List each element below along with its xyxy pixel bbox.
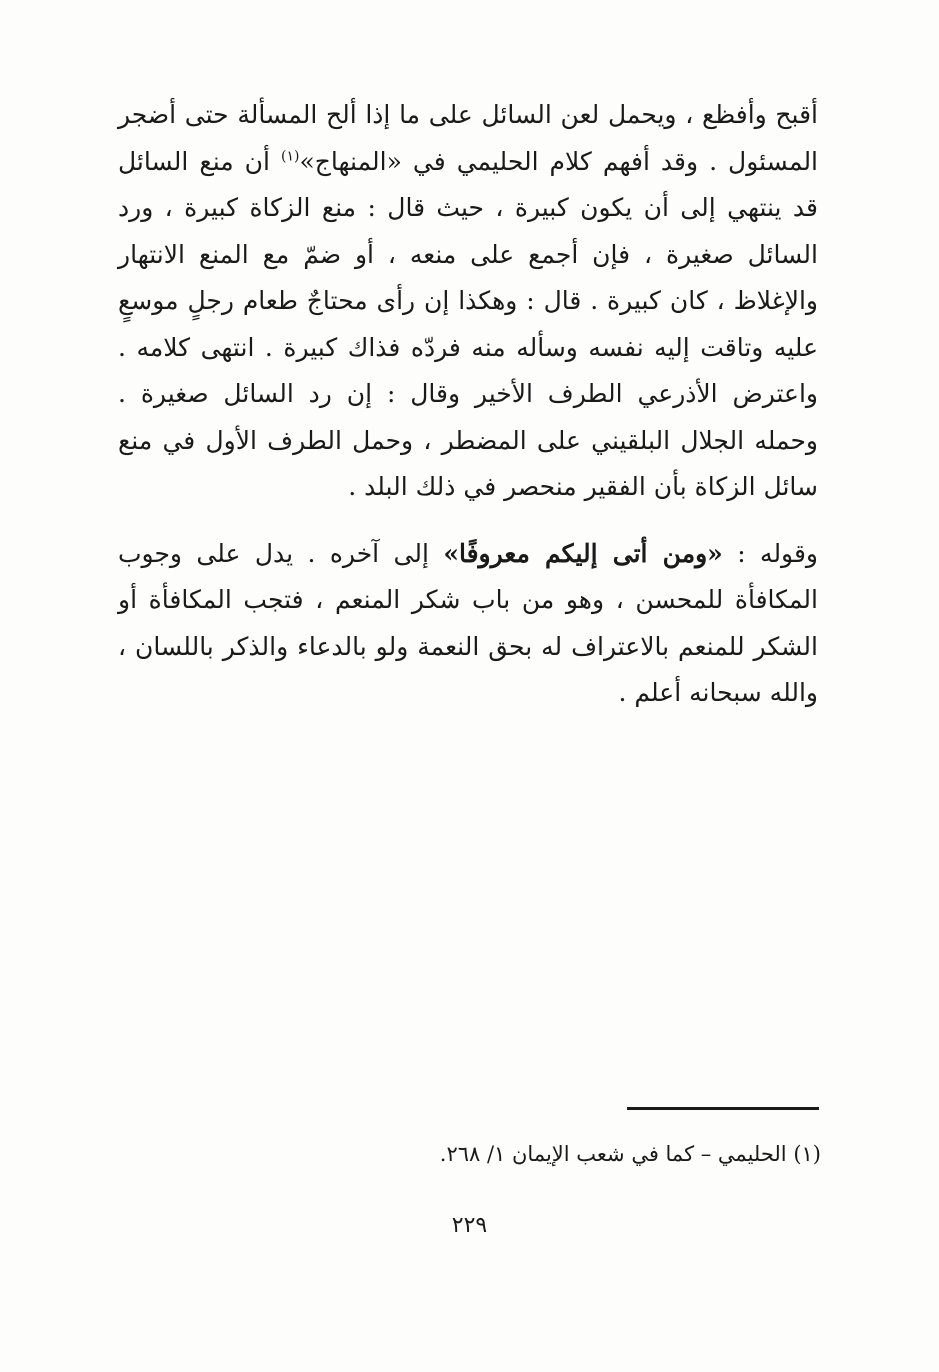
page-number: ٢٢٩	[451, 1213, 488, 1238]
hadith-quote: «ومن أتى إليكم معروفًا»	[443, 538, 723, 568]
paragraph-2	[118, 531, 818, 717]
paragraph-1-text-end: أن منع السائل قد ينتهي إلى أن يكون كبيرة ، حيث قال : منع الزكاة كبيرة ، ورد السائل صغيرة ، فإن أجمع على منعه ، أو ضمّ مع المنع الانتهار والإغلاظ ، كان كبيرة . قال : وهكذا إن رأى محتاجٌ طعام رجلٍ موسعٍ عليه وتاقت إليه نفسه وسأله منه فردّه فذاك كبيرة . انتهى كلامه . واعترض الأذرعي الطرف الأخير وقال : إن رد السائل صغيرة . وحمله الجلال البلقيني على المضطر ، وحمل الطرف الأول في منع سائل الزكاة بأن الفقير منحصر في ذلك البلد .	[118, 146, 818, 501]
paragraph-2-lead: وقوله :	[722, 538, 818, 568]
paragraph-1-text-start: أقبح وأفظع ، ويحمل لعن السائل على ما إذا ألح المسألة حتى أضجر المسئول . وقد أفهم كلام الحليمي في «المنهاج»	[118, 100, 819, 176]
paragraph-2-text: إلى آخره . يدل على وجوب المكافأة للمحسن ، وهو من باب شكر المنعم ، فتجب المكافأة أو الشكر للمنعم بالاعتراف له بحق النعمة ولو بالدعاء والذكر باللسان ، والله سبحانه أعلم .	[118, 538, 818, 707]
footnote-separator	[627, 1107, 819, 1110]
footnote: (١) الحليمي – كما في شعب الإيمان ١/ ٢٦٨.	[439, 1142, 821, 1166]
main-text	[118, 92, 818, 717]
footnote-reference: (١)	[280, 148, 300, 165]
paragraph-1	[118, 92, 818, 511]
